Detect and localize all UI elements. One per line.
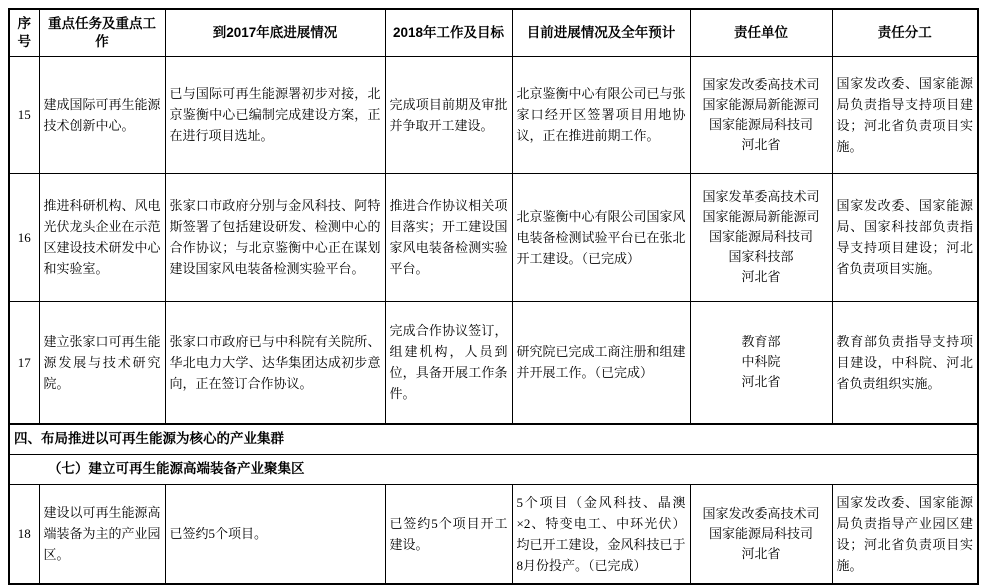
unit-line: 国家发改委高技术司: [702, 76, 820, 92]
responsible-units-cell: [690, 301, 832, 424]
unit-line: 河北省: [741, 136, 781, 152]
table-row-16: [9, 173, 978, 301]
header-progress-2017: 到2017年底进展情况: [165, 9, 385, 56]
table-row-15: [9, 56, 978, 173]
subsection-row-7: [9, 454, 978, 484]
unit-line: 国家能源局科技司: [708, 229, 813, 244]
unit-line: 河北省: [741, 374, 781, 390]
responsible-units-cell: [690, 173, 832, 301]
table-row-18: [9, 484, 978, 584]
unit-line: 河北省: [741, 269, 781, 284]
header-work-2018: 2018年工作及目标: [385, 9, 512, 56]
task-cell: 建成国际可再生能源技术创新中心。: [39, 56, 165, 173]
unit-line: 国家能源局科技司: [708, 525, 813, 541]
row-number: 15: [9, 56, 39, 173]
work-2018-cell: 推进合作协议相关项目落实；开工建设国家风电装备检测实验平台。: [385, 173, 512, 301]
unit-line: 教育部: [741, 334, 781, 350]
work-2018-cell: 完成项目前期及审批并争取开工建设。: [385, 56, 512, 173]
unit-line: 国家发革委高技术司: [702, 189, 820, 204]
progress-2017-cell: 张家口市政府已与中科院有关院所、华北电力大学、达华集团达成初步意向，正在签订合作协议。: [165, 301, 385, 424]
progress-2017-cell: 已签约5个项目。: [165, 484, 385, 584]
responsible-units-cell: [690, 484, 832, 584]
current-status-cell: 北京鉴衡中心有限公司国家风电装备检测试验平台已在张北开工建设。（已完成）: [512, 173, 690, 301]
division-cell: 教育部负责指导支持项目建设，中科院、河北省负责组织实施。: [832, 301, 978, 424]
section-row-4: [9, 424, 978, 454]
division-cell: 国家发改委、国家能源局负责指导支持项目建设；河北省负责项目实施。: [832, 56, 978, 173]
header-row: [9, 9, 978, 56]
unit-line: 国家科技部: [728, 249, 794, 264]
header-responsible-unit: 责任单位: [690, 9, 832, 56]
division-cell: 国家发改委、国家能源局负责指导产业园区建设；河北省负责项目实施。: [832, 484, 978, 584]
unit-line: 河北省: [741, 545, 781, 561]
unit-line: 中科院: [741, 354, 781, 370]
unit-line: 国家能源局科技司: [708, 116, 813, 132]
header-current-status: 目前进展情况及全年预计: [512, 9, 690, 56]
current-status-cell: 研究院已完成工商注册和组建并开展工作。（已完成）: [512, 301, 690, 424]
progress-2017-cell: 张家口市政府分别与金风科技、阿特斯签署了包括建设研发、检测中心的合作协议；与北京鉴衡中心正在谋划建设国家风电装备检测实验平台。: [165, 173, 385, 301]
task-cell: 建设以可再生能源高端装备为主的产业园区。: [39, 484, 165, 584]
task-cell: 推进科研机构、风电光伏龙头企业在示范区建设技术研发中心和实验室。: [39, 173, 165, 301]
progress-table: [8, 8, 979, 585]
current-status-cell: 北京鉴衡中心有限公司已与张家口经开区签署项目用地协议，正在推进前期工作。: [512, 56, 690, 173]
unit-line: 国家能源局新能源司: [702, 96, 820, 112]
work-2018-cell: 完成合作协议签订，组建机构，人员到位，具备开展工作条件。: [385, 301, 512, 424]
subsection-title: （七）建立可再生能源高端装备产业聚集区: [9, 454, 978, 484]
work-2018-cell: 已签约5个项目开工建设。: [385, 484, 512, 584]
division-cell: 国家发改委、国家能源局、国家科技部负责指导支持项目建设；河北省负责项目实施。: [832, 173, 978, 301]
header-responsibility-division: 责任分工: [832, 9, 978, 56]
task-cell: 建立张家口可再生能源发展与技术研究院。: [39, 301, 165, 424]
current-status-cell: 5个项目（金风科技、晶澳×2、特变电工、中环光伏）均已开工建设，金风科技已于8月份投产。（已完成）: [512, 484, 690, 584]
section-title: 四、布局推进以可再生能源为核心的产业集群: [9, 424, 978, 454]
progress-2017-cell: 已与国际可再生能源署初步对接，北京鉴衡中心已编制完成建设方案，正在进行项目选址。: [165, 56, 385, 173]
row-number: 17: [9, 301, 39, 424]
responsible-units-cell: [690, 56, 832, 173]
row-number: 18: [9, 484, 39, 584]
header-key-tasks: 重点任务及重点工作: [39, 9, 165, 56]
unit-line: 国家能源局新能源司: [702, 209, 820, 224]
row-number: 16: [9, 173, 39, 301]
table-row-17: [9, 301, 978, 424]
header-serial-number: 序号: [9, 9, 39, 56]
unit-line: 国家发改委高技术司: [702, 505, 820, 521]
